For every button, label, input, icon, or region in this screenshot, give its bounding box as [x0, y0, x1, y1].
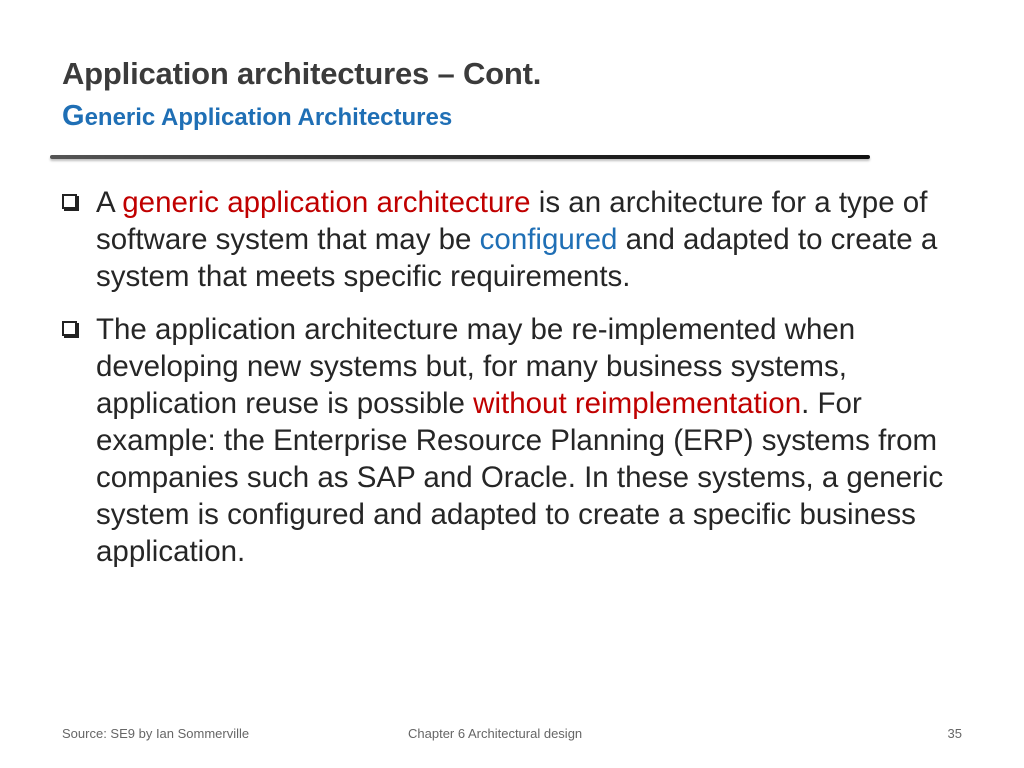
- footer-chapter: Chapter 6 Architectural design: [408, 726, 583, 741]
- slide-title: Application architectures – Cont.: [62, 56, 542, 91]
- subtitle-rest: eneric Application Architectures: [84, 104, 453, 131]
- checkbox-bullet-icon: [62, 194, 77, 209]
- bullet-item: [62, 311, 972, 570]
- bullet-1-text-b: is an architecture for a type of software system that may be: [96, 186, 928, 256]
- term-generic-application-architecture: generic application architecture: [122, 186, 531, 219]
- slide-subtitle: [62, 100, 452, 133]
- subtitle-initial: G: [62, 100, 85, 132]
- term-without-reimplementation: without reimplementation: [473, 387, 802, 420]
- bullet-1-text-a: A: [96, 186, 115, 219]
- term-configured: configured: [479, 223, 618, 256]
- title-divider: [50, 155, 870, 159]
- footer-source: Source: SE9 by Ian Sommerville: [62, 726, 250, 741]
- footer-page-number: 35: [947, 726, 962, 741]
- checkbox-bullet-icon: [62, 321, 77, 336]
- bullet-1-text-c: and adapted to create a system that meets specific requirements.: [96, 223, 938, 293]
- bullet-2-text-b: . For example: the Enterprise Resource Planning (ERP) systems from companies such as SAP and Oracle. In these systems, a generic system is configured and adapted to create a specific business application.: [96, 387, 944, 568]
- bullet-item: [62, 184, 972, 295]
- bullet-2-text-a: The application architecture may be re-implemented when developing new systems but, for many business systems, application reuse is possible: [96, 313, 856, 420]
- bullet-text: [96, 184, 972, 295]
- bullet-text: [96, 311, 972, 570]
- slide-body: [62, 184, 972, 586]
